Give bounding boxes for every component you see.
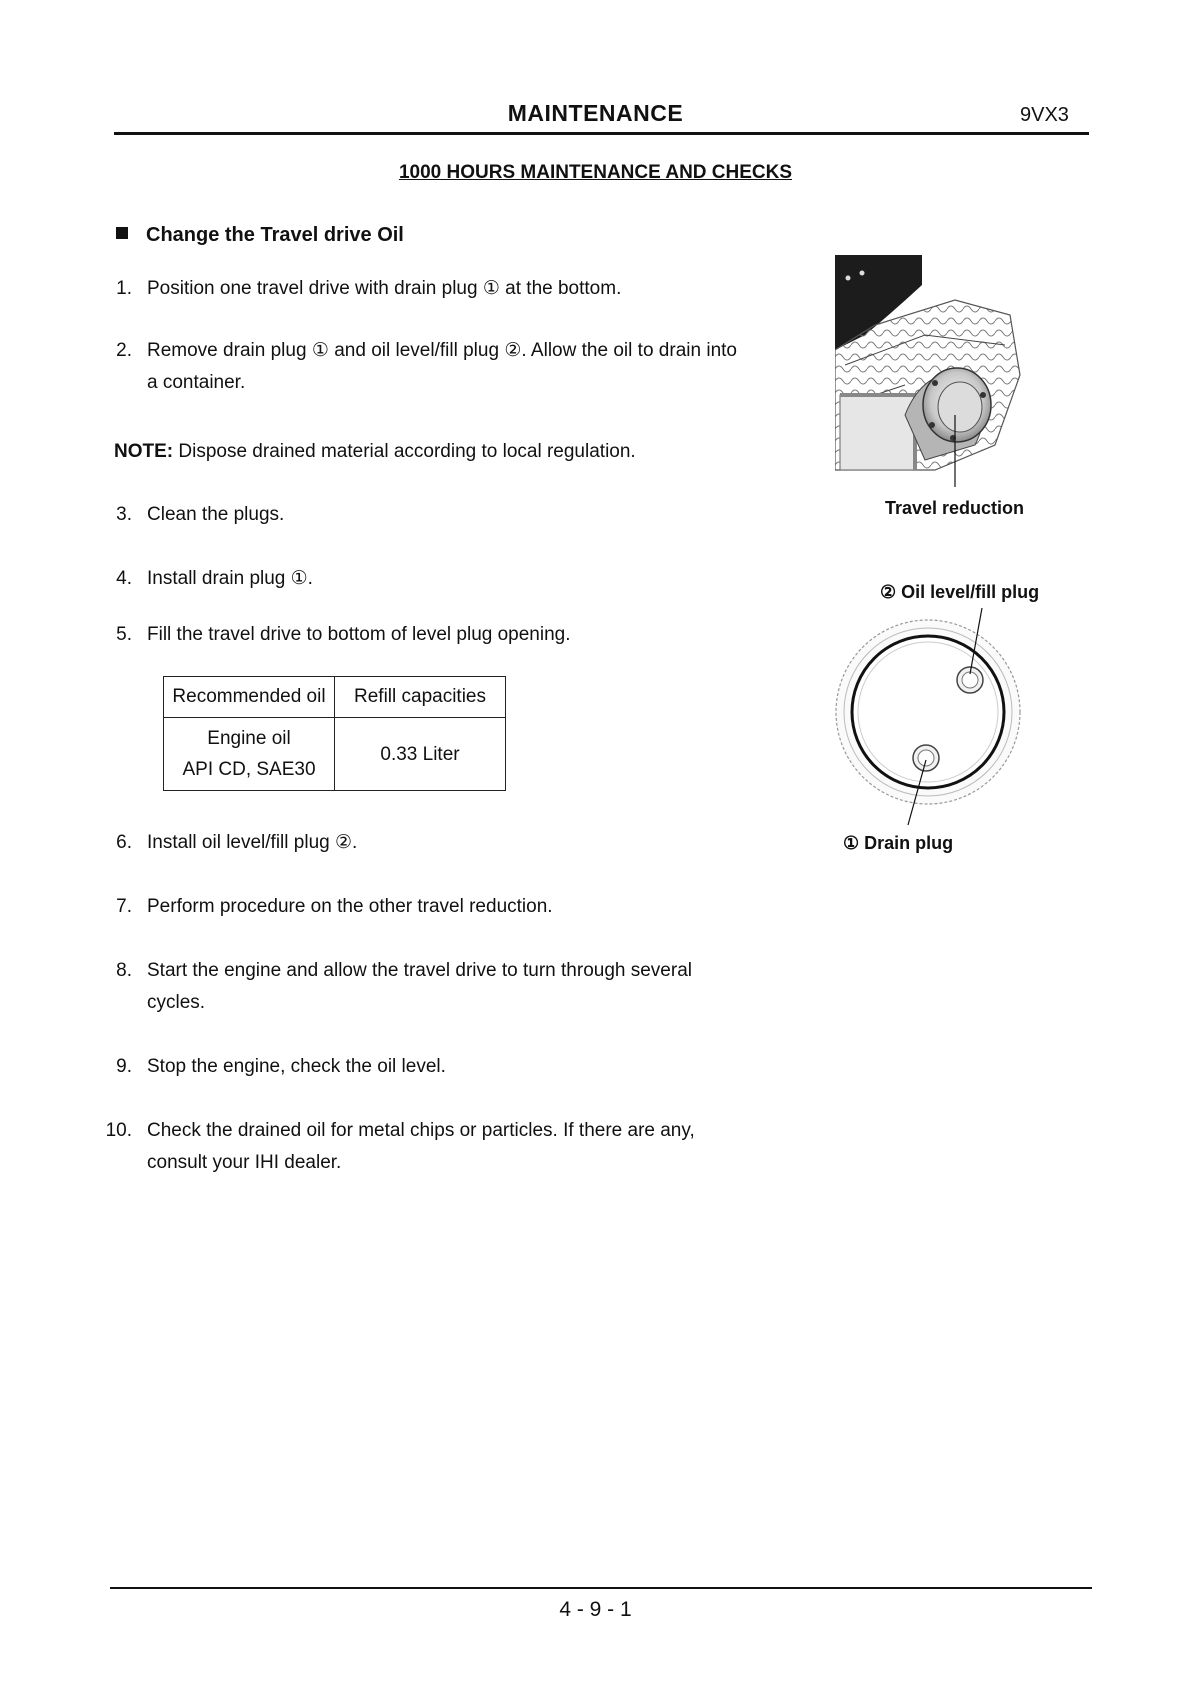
step-text: Fill the travel drive to bottom of level plug opening. (147, 624, 571, 645)
step-text: Position one travel drive with drain plug ① at the bottom. (147, 278, 622, 299)
step-number: 7. (116, 896, 132, 917)
fill-plug-label: ② Oil level/fill plug (880, 582, 1040, 602)
section-title: Change the Travel drive Oil (146, 224, 404, 246)
table-header-oil: Recommended oil (164, 677, 335, 718)
step-number: 4. (116, 568, 132, 589)
table-header-capacity: Refill capacities (335, 677, 506, 718)
model-code: 9VX3 (1020, 104, 1069, 126)
step-number: 5. (116, 624, 132, 645)
photo-caption: Travel reduction (885, 498, 1025, 518)
step-text: Remove drain plug ① and oil level/fill plug ②. Allow the oil to drain into a container. (147, 340, 737, 393)
page-header-title: MAINTENANCE (507, 100, 684, 126)
oil-grade: API CD, SAE30 (182, 759, 316, 780)
step-text: Stop the engine, check the oil level. (147, 1056, 446, 1077)
step-text: Start the engine and allow the travel drive to turn through several cycles. (147, 960, 692, 1013)
note-label: NOTE: (114, 441, 174, 462)
step-text: Install oil level/fill plug ②. (147, 832, 358, 853)
travel-reduction-photo (835, 255, 1025, 487)
note (114, 436, 636, 468)
table-cell-capacity: 0.33 Liter (335, 718, 506, 791)
step-number: 3. (116, 504, 132, 525)
step-number: 8. (116, 960, 132, 981)
footer-rule (110, 1587, 1092, 1589)
drain-plug-label: ① Drain plug (843, 833, 954, 853)
step-number: 6. (116, 832, 132, 853)
step-number: 10. (105, 1120, 132, 1141)
square-bullet-icon (116, 227, 128, 239)
section-heading (116, 224, 404, 247)
step-number: 2. (116, 340, 132, 361)
note-text: Dispose drained material according to local regulation. (173, 441, 636, 462)
step-text: Install drain plug ①. (147, 568, 313, 589)
oil-type: Engine oil (207, 728, 291, 749)
page-number: 4 - 9 - 1 (559, 1598, 632, 1621)
table-cell-oil (164, 718, 335, 791)
step-number: 1. (116, 278, 132, 299)
step-text: Perform procedure on the other travel reduction. (147, 896, 553, 917)
oil-spec-table (163, 676, 506, 791)
header-rule (114, 132, 1089, 135)
step-text: Check the drained oil for metal chips or particles. If there are any, consult your IHI dealer. (147, 1120, 695, 1173)
travel-drive-hub-diagram (830, 600, 1030, 830)
step-text: Clean the plugs. (147, 504, 285, 525)
page-subtitle: 1000 HOURS MAINTENANCE AND CHECKS (398, 162, 793, 183)
step-number: 9. (116, 1056, 132, 1077)
